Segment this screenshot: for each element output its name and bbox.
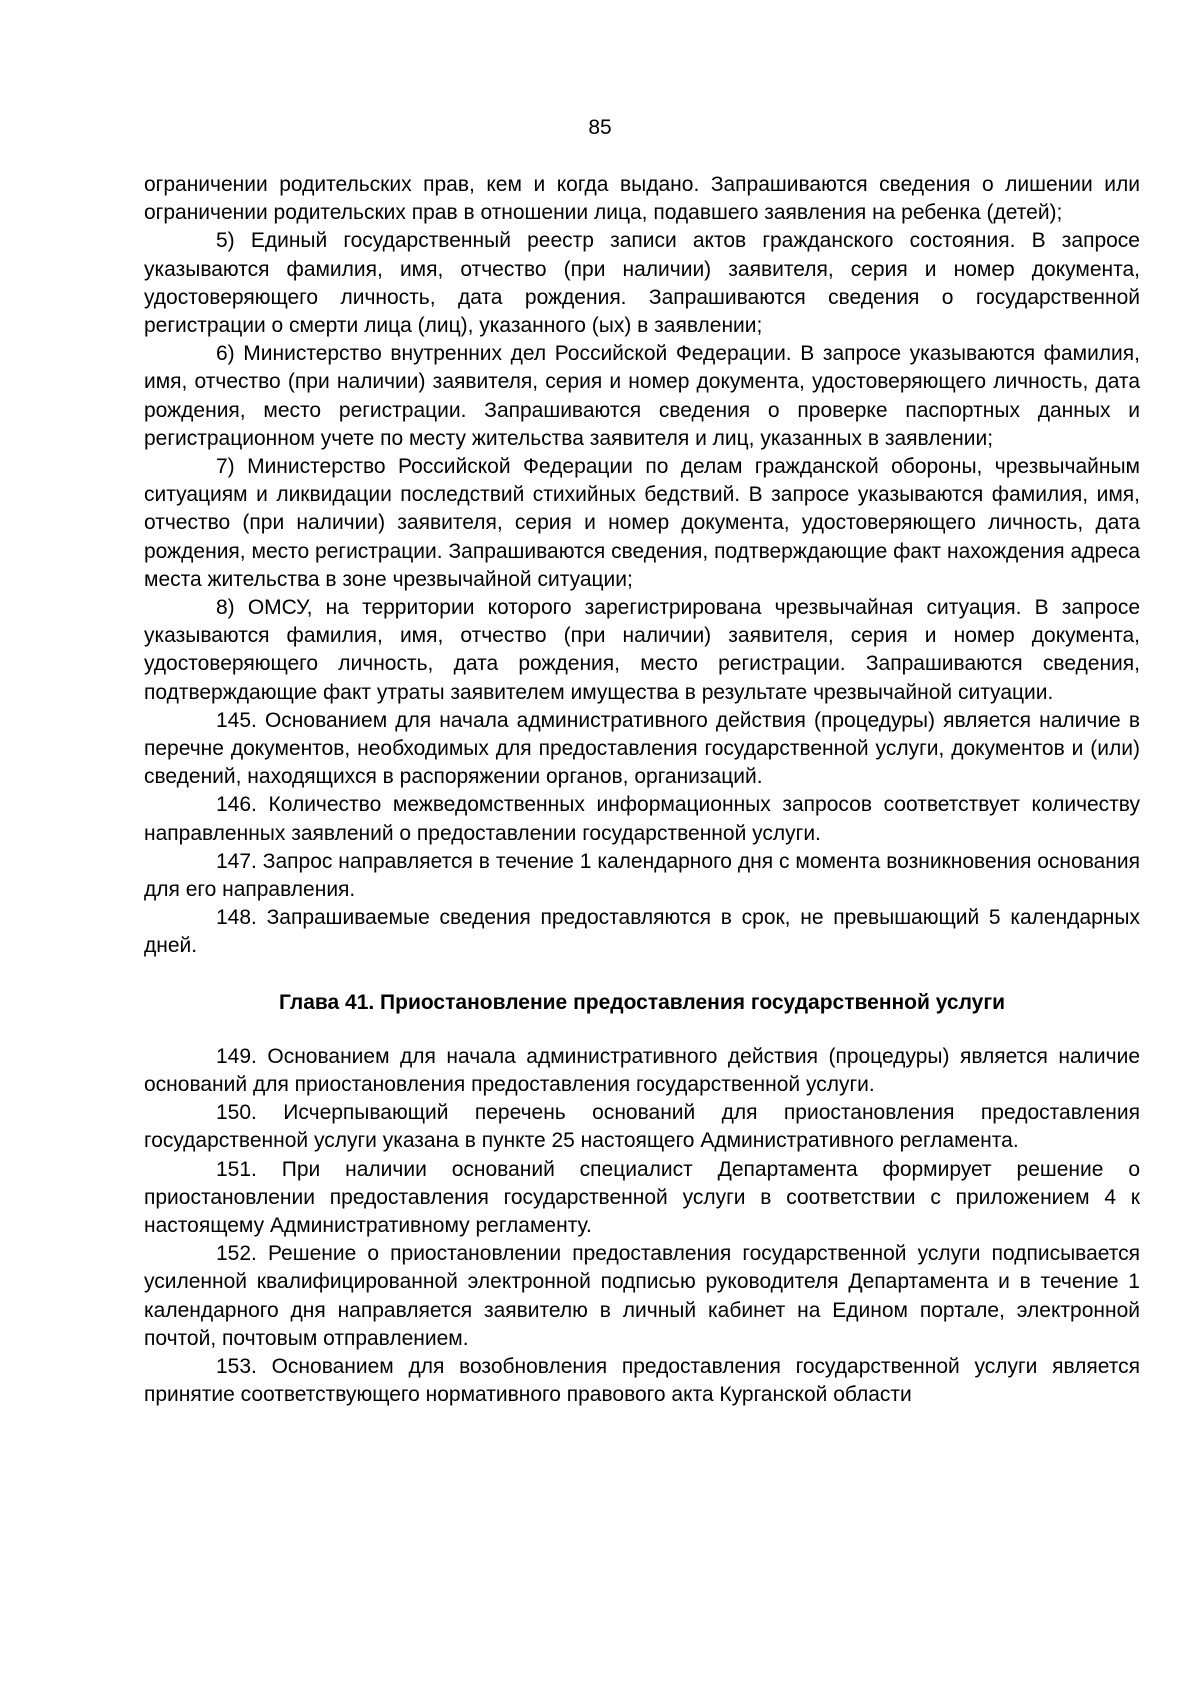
- paragraph-146: 146. Количество межведомственных информационных запросов соответствует количеству направленных заявлений о предоставлении государственной услуги.: [144, 793, 1140, 845]
- document-body: [144, 171, 1140, 1409]
- paragraphs-bottom: [144, 1043, 1140, 1410]
- paragraphs-top: [144, 171, 1140, 961]
- page-number: 85: [588, 116, 612, 139]
- paragraph-148: 148. Запрашиваемые сведения предоставляются в срок, не превышающий 5 календарных дней.: [144, 906, 1140, 958]
- paragraph-150: 150. Исчерпывающий перечень оснований для приостановления предоставления государственной услуги указана в пункте 25 настоящего Административного регламента.: [144, 1101, 1140, 1153]
- chapter-heading: Глава 41. Приостановление предоставления государственной услуги: [279, 990, 1005, 1014]
- paragraph-147: 147. Запрос направляется в течение 1 календарного дня с момента возникновения основания для его направления.: [144, 849, 1140, 902]
- paragraph-149: 149. Основанием для начала административного действия (процедуры) является наличие оснований для приостановления предоставления государственной услуги.: [144, 1044, 1140, 1096]
- paragraph-item-5: 5) Единый государственный реестр записи актов гражданского состояния. В запросе указываются фамилия, имя, отчество (при наличии) заявителя, серия и номер документа, удостоверяющего личность, дата рождения. Запрашиваются сведения о государственной регистрации о смерти лица (лиц), указанного (ых) в заявлении;: [144, 229, 1140, 338]
- paragraph-item-6: 6) Министерство внутренних дел Российской Федерации. В запросе указываются фамилия, имя, отчество (при наличии) заявителя, серия и номер документа, удостоверяющего личность, дата рождения, место регистрации. Запрашиваются сведения о проверке паспортных данных и регистрационном учете по месту жительства заявителя и лиц, указанных в заявлении;: [144, 342, 1140, 450]
- paragraph-item-8: 8) ОМСУ, на территории которого зарегистрирована чрезвычайная ситуация. В запросе указываются фамилия, имя, отчество (при наличии) заявителя, серия и номер документа, удостоверяющего личность, дата рождения, место регистрации. Запрашиваются сведения, подтверждающие факт утраты заявителем имущества в результате чрезвычайной ситуации.: [144, 596, 1140, 704]
- paragraph-151: 151. При наличии оснований специалист Департамента формирует решение о приостановлении предоставления государственной услуги в соответствии с приложением 4 к настоящему Административному регламенту.: [144, 1157, 1140, 1237]
- paragraph-item-7: 7) Министерство Российской Федерации по делам гражданской обороны, чрезвычайным ситуациям и ликвидации последствий стихийных бедствий. В запросе указываются фамилия, имя, отчество (при наличии) заявителя, серия и номер документа, удостоверяющего личность, дата рождения, место регистрации. Запрашиваются сведения, подтверждающие факт нахождения адреса места жительства в зоне чрезвычайной ситуации;: [144, 455, 1140, 591]
- paragraph-145: 145. Основанием для начала административного действия (процедуры) является наличие в перечне документов, необходимых для предоставления государственной услуги, документов и (или) сведений, находящихся в распоряжении органов, организаций.: [144, 708, 1140, 789]
- paragraph-continuation: ограничении родительских прав, кем и когда выдано. Запрашиваются сведения о лишении или ограничении родительских прав в отношении лица, подавшего заявления на ребенка (детей);: [144, 173, 1140, 225]
- paragraph-152: 152. Решение о приостановлении предоставления государственной услуги подписывается усиленной квалифицированной электронной подписью руководителя Департамента и в течение 1 календарного дня направляется заявителю в личный кабинет на Едином портале, электронной почтой, почтовым отправлением.: [144, 1242, 1140, 1350]
- paragraph-153: 153. Основанием для возобновления предоставления государственной услуги является принятие соответствующего нормативного правового акта Курганской области: [144, 1354, 1140, 1407]
